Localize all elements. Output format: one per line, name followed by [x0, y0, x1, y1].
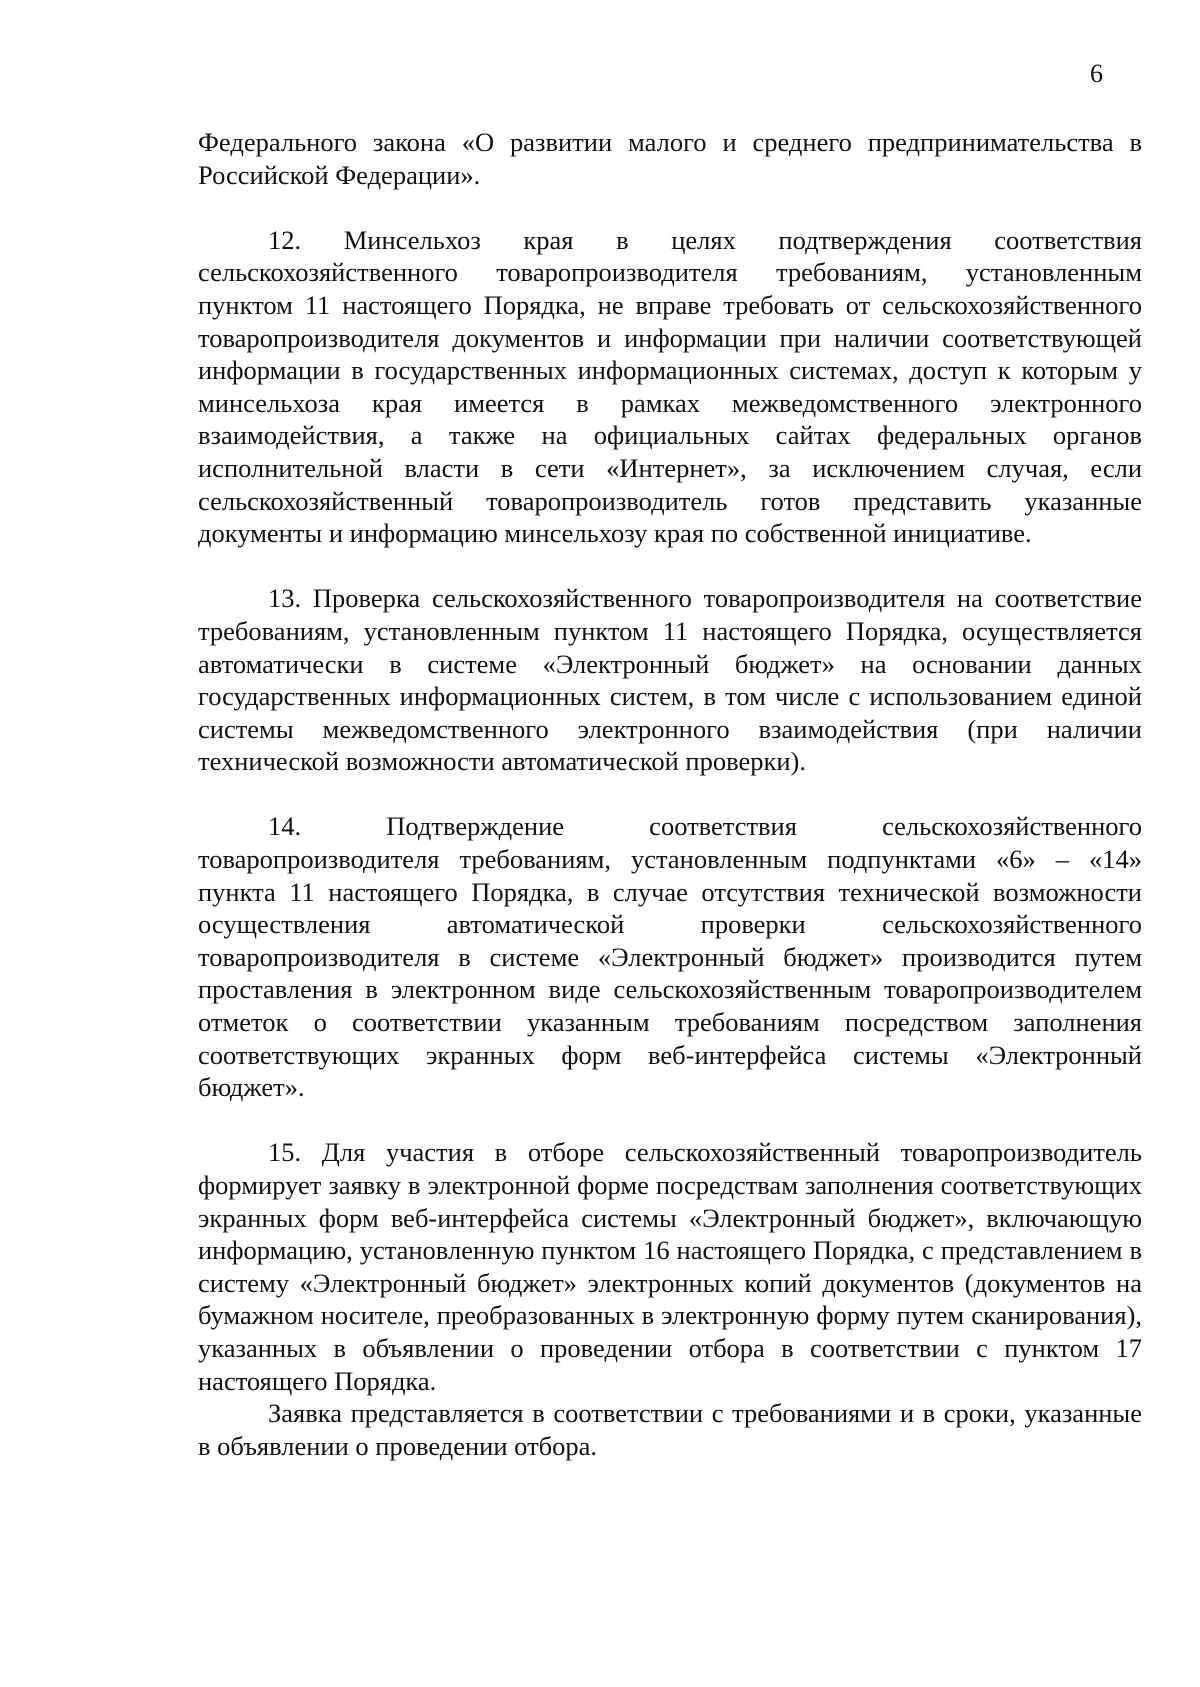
- paragraph-15: 15. Для участия в отборе сельскохозяйственный товаропроизводитель формирует заявку в электронной форме посредствам заполнения соответствующих экранных форм веб-интерфейса системы «Электронный бюджет», включающую информацию, установленную пунктом 16 настоящего Порядка, с представлением в систему «Электронный бюджет» электронных копий документов (документов на бумажном носителе, преобразованных в электронную форму путем сканирования), указанных в объявлении о проведении отбора в соответствии с пунктом 17 настоящего Порядка.: [198, 1137, 1142, 1396]
- paragraph-12: 12. Минсельхоз края в целях подтверждения соответствия сельскохозяйственного товаропроизводителя требованиям, установленным пунктом 11 настоящего Порядка, не вправе требовать от сельскохозяйственного товаропроизводителя документов и информации при наличии соответствующей информации в государственных информационных системах, доступ к которым у минсельхоза края имеется в рамках межведомственного электронного взаимодействия, а также на официальных сайтах федеральных органов исполнительной власти в сети «Интернет», за исключением случая, если сельскохозяйственный товаропроизводитель готов представить указанные документы и информацию минсельхозу края по собственной инициативе.: [198, 224, 1142, 549]
- document-body: [198, 126, 1142, 1462]
- paragraph-13: 13. Проверка сельскохозяйственного товаропроизводителя на соответствие требованиям, установленным пунктом 11 настоящего Порядка, осуществляется автоматически в системе «Электронный бюджет» на основании данных государственных информационных систем, в том числе с использованием единой системы межведомственного электронного взаимодействия (при наличии технической возможности автоматической проверки).: [198, 583, 1142, 777]
- paragraph-continuation: Федерального закона «О развитии малого и среднего предпринимательства в Российской Федерации».: [198, 127, 1142, 190]
- paragraph-14: 14. Подтверждение соответствия сельскохозяйственного товаропроизводителя требованиям, установленным подпунктами «6» – «14» пункта 11 настоящего Порядка, в случае отсутствия технической возможности осуществления автоматической проверки сельскохозяйственного товаропроизводителя в системе «Электронный бюджет» производится путем проставления в электронном виде сельскохозяйственным товаропроизводителем отметок о соответствии указанным требованиям посредством заполнения соответствующих экранных форм веб-интерфейса системы «Электронный бюджет».: [198, 811, 1142, 1103]
- paragraph-15-application: Заявка представляется в соответствии с требованиями и в сроки, указанные в объявлении о проведении отбора.: [198, 1398, 1142, 1461]
- page-number: 6: [1090, 59, 1103, 88]
